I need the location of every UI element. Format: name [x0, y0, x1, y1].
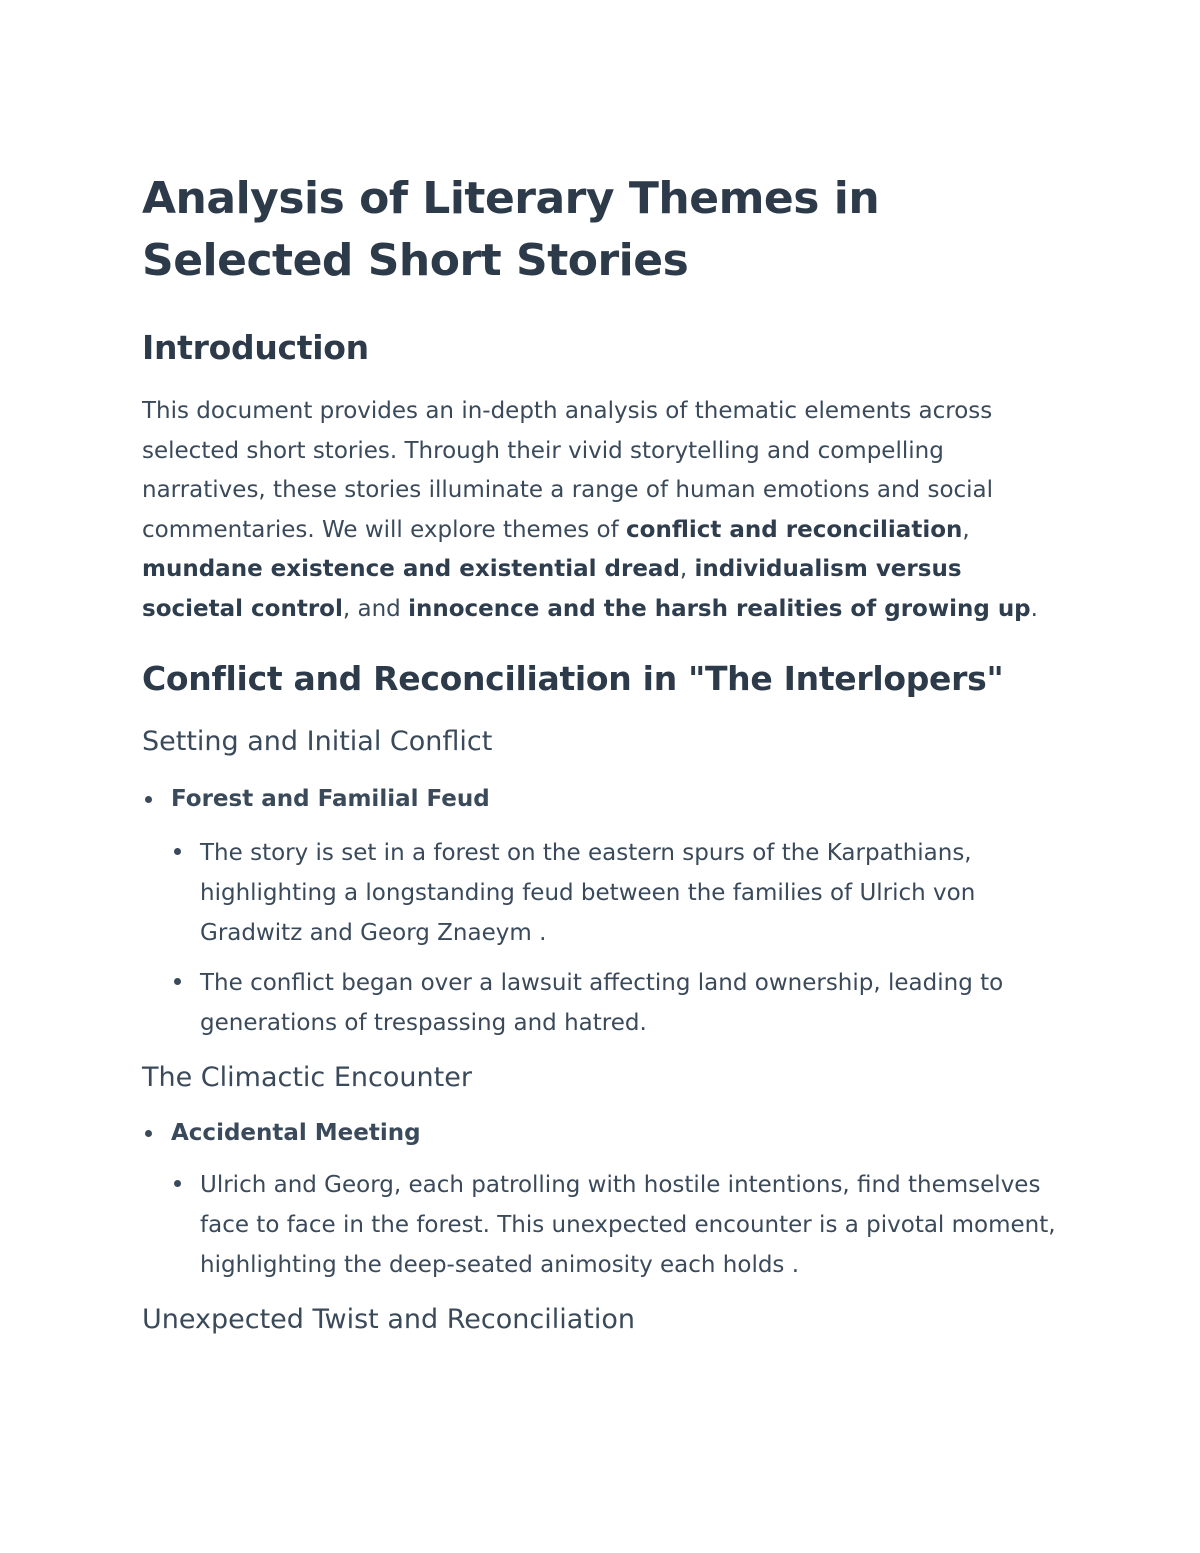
nested-list	[171, 1165, 1062, 1285]
theme-mundane: mundane existence and existential dread	[142, 556, 680, 582]
introduction-heading: Introduction	[142, 328, 369, 367]
bullet-icon	[174, 978, 181, 985]
bullet-icon	[174, 1180, 181, 1187]
list-item	[142, 781, 1062, 1043]
nested-list	[171, 833, 1062, 1043]
bullet-icon	[145, 796, 152, 803]
theme-conflict: conflict and reconciliation	[626, 516, 963, 543]
list-item: Ulrich and Georg, each patrolling with hostile intentions, find themselves face to face in the forest. This unexpected encounter is a pivotal moment, highlighting the deep-seated animosity each holds .	[142, 1165, 1062, 1285]
subheading-climactic: The Climactic Encounter	[142, 1062, 472, 1093]
bullet-list	[142, 1115, 1062, 1285]
list-item	[142, 1115, 1062, 1285]
intro-text: This document provides an in-depth analysis of thematic elements across selected short stories. Through their vivid storytelling and compelling narratives, these stories illuminate a range of human emotions and social commentaries. We will explore themes of	[142, 398, 994, 543]
bullet-list	[142, 781, 1062, 1043]
section-heading-interlopers: Conflict and Reconciliation in "The Interlopers"	[142, 659, 1004, 698]
bullet-icon	[174, 848, 181, 855]
theme-innocence: innocence and the harsh realities of growing up	[408, 595, 1031, 622]
subheading-setting: Setting and Initial Conflict	[142, 726, 493, 757]
document-page	[142, 168, 1062, 1339]
document-title: Analysis of Literary Themes in Selected Short Stories	[142, 173, 880, 286]
introduction-paragraph: This document provides an in-depth analysis of thematic elements across selected short stories. Through their vivid storytelling and compelling narratives, these stories illuminate a range of human emotions and social commentaries. We will explore themes of conflict and reconciliation, mundane existence and existential dread, individualism versus societal control, and innocence and the harsh realities of growing up.	[142, 398, 1038, 622]
list-item: The story is set in a forest on the eastern spurs of the Karpathians, highlighting a longstanding feud between the families of Ulrich von Gradwitz and Georg Znaeym .	[142, 833, 1062, 953]
list-item: The conflict began over a lawsuit affecting land ownership, leading to generations of trespassing and hatred.	[142, 963, 1062, 1043]
subheading-twist: Unexpected Twist and Reconciliation	[142, 1304, 635, 1335]
bullet-label: Forest and Familial Feud	[171, 786, 490, 812]
bullet-label: Accidental Meeting	[171, 1120, 421, 1146]
bullet-icon	[145, 1130, 152, 1137]
theme-individualism: individualism versus societal control	[142, 556, 962, 622]
